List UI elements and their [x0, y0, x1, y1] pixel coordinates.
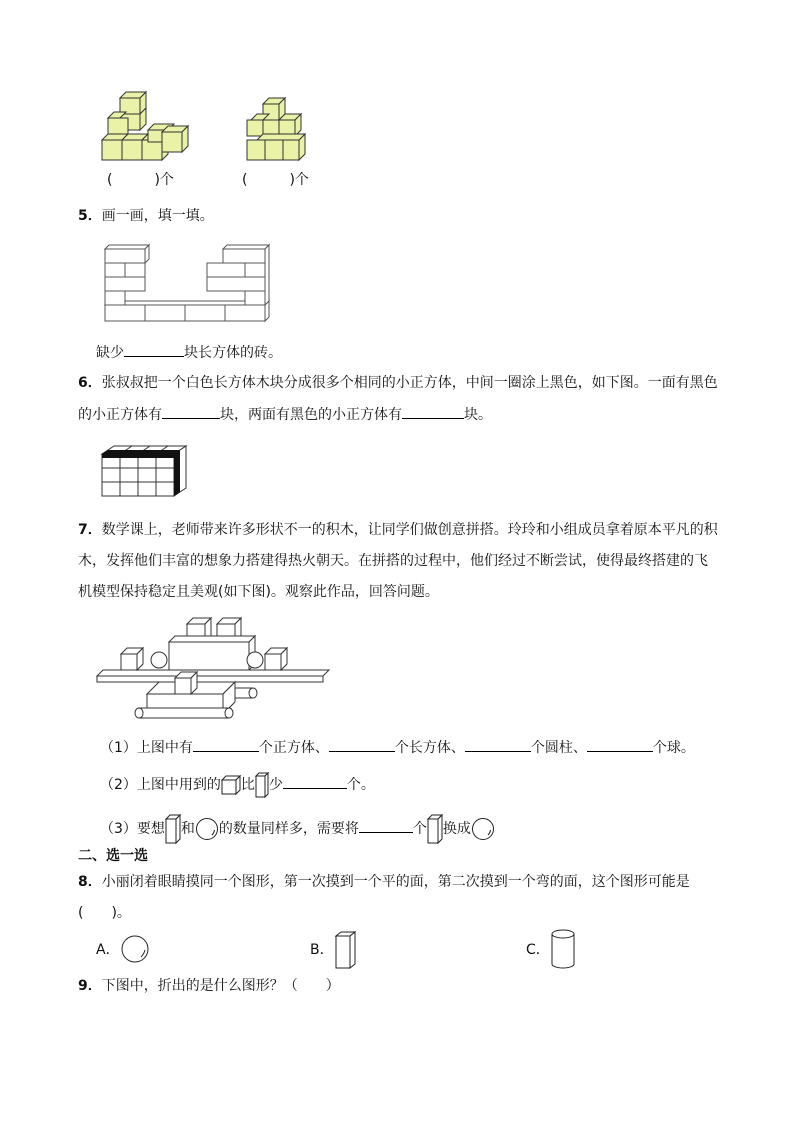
sphere-icon: [120, 934, 150, 964]
q7-sub1-c: 个长方体、: [394, 740, 465, 756]
q6-text-c: 块。: [464, 407, 492, 423]
q7-number: 7．: [78, 522, 102, 538]
q7-sub2-blank[interactable]: [283, 774, 347, 789]
q8-text-line1: 小丽闭着眼睛摸同一个图形，第一次摸到一个平的面，第二次摸到一个弯的面，这个图形可能是: [101, 874, 690, 890]
q8-line2[interactable]: ( )。: [78, 905, 131, 921]
q8-option-c[interactable]: [526, 940, 550, 960]
q6-blank-2[interactable]: [402, 404, 464, 419]
cuboid-icon: [427, 814, 443, 844]
q7-line2: 木，发挥他们丰富的想象力搭建得热火朝天。在拼搭的过程中，他们经过不断尝试，使得最终搭建的飞: [78, 553, 708, 569]
q7-sub1-blank1[interactable]: [193, 737, 259, 752]
q6-cuboid-figure: [100, 444, 190, 498]
q5-text: 画一画，填一填。: [101, 208, 214, 224]
q4-cube-figure-1: [100, 88, 190, 164]
q8-option-a[interactable]: [96, 940, 120, 960]
q6-text-b: 块，两面有黑色的小正方体有: [220, 407, 402, 423]
q9-text: 下图中，折出的是什么图形？（ ）: [101, 978, 340, 994]
cuboid-icon: [255, 772, 269, 798]
cylinder-icon: [550, 928, 576, 970]
q9-number: 9．: [78, 978, 102, 994]
q7-sub2: [100, 772, 375, 798]
q7-line3: 机模型保持稳定且美观(如下图)。观察此作品，回答问题。: [78, 584, 439, 600]
q7-sub3-b: 和: [180, 821, 195, 837]
q7-sub1-d: 个圆柱、: [530, 740, 587, 756]
cuboid-icon: [165, 814, 181, 844]
q4-fig2-answer[interactable]: ( )个: [242, 172, 309, 188]
q7-sub3-e: 换成: [442, 821, 471, 837]
q7-sub1-blank3[interactable]: [465, 737, 531, 752]
q7-sub2-a: （2）上图中用到的: [100, 777, 221, 793]
q8-option-b-label: B．: [310, 942, 334, 958]
sphere-icon: [195, 817, 219, 841]
q5-answer-prefix: 缺少: [96, 345, 124, 361]
section-2-title: 二、选一选: [78, 848, 148, 864]
cuboid-icon: [334, 930, 358, 970]
q5-question: [78, 206, 214, 226]
q5-brick-wall-figure: [103, 243, 269, 325]
q7-airplane-figure: [95, 612, 331, 724]
sphere-icon: [471, 817, 495, 841]
q6-text-a: 的小正方体有: [78, 407, 162, 423]
q8-option-a-label: A．: [96, 942, 120, 958]
q7-sub1-b: 个正方体、: [258, 740, 329, 756]
q7-sub2-d: 个。: [346, 777, 375, 793]
q5-answer-line: [96, 342, 282, 363]
q7-text-line1: 数学课上，老师带来许多形状不一的积木，让同学们做创意拼搭。玲玲和小组成员拿着原本平凡的积: [101, 522, 718, 538]
q7-sub3-blank[interactable]: [359, 818, 413, 833]
q6-text-line1: 张叔叔把一个白色长方体木块分成很多个相同的小正方体，中间一圈涂上黑色，如下图。一面有黑色: [101, 375, 718, 391]
q7-sub3-d: 个: [412, 821, 427, 837]
q9-question: [78, 976, 340, 996]
q7-sub3-c: 的数量同样多，需要将: [218, 821, 359, 837]
q7-sub3-a: （3）要想: [100, 821, 165, 837]
q8-option-c-label: C．: [526, 942, 550, 958]
q7-sub3: [100, 814, 495, 844]
q5-answer-blank[interactable]: [124, 342, 184, 357]
cube-icon: [221, 775, 241, 795]
q4-cube-figure-2: [243, 96, 305, 166]
q7-sub1: [100, 737, 695, 758]
q5-answer-suffix: 块长方体的砖。: [184, 345, 282, 361]
q6-line1: [78, 373, 718, 393]
q6-number: 6．: [78, 375, 102, 391]
q7-sub1-blank2[interactable]: [329, 737, 395, 752]
q7-sub1-blank4[interactable]: [587, 737, 653, 752]
q7-sub2-b: 比: [240, 777, 255, 793]
q8-line1: [78, 872, 690, 892]
q8-option-b[interactable]: [310, 940, 334, 960]
q6-line2: [78, 404, 492, 425]
q7-sub2-c: 少: [268, 777, 283, 793]
q7-line1: [78, 520, 718, 540]
q7-sub1-a: （1）上图中有: [100, 740, 193, 756]
q4-fig1-answer[interactable]: ( )个: [107, 172, 174, 188]
q5-number: 5．: [78, 208, 102, 224]
q7-sub1-e: 个球。: [652, 740, 695, 756]
q8-number: 8．: [78, 874, 102, 890]
q6-blank-1[interactable]: [162, 404, 220, 419]
